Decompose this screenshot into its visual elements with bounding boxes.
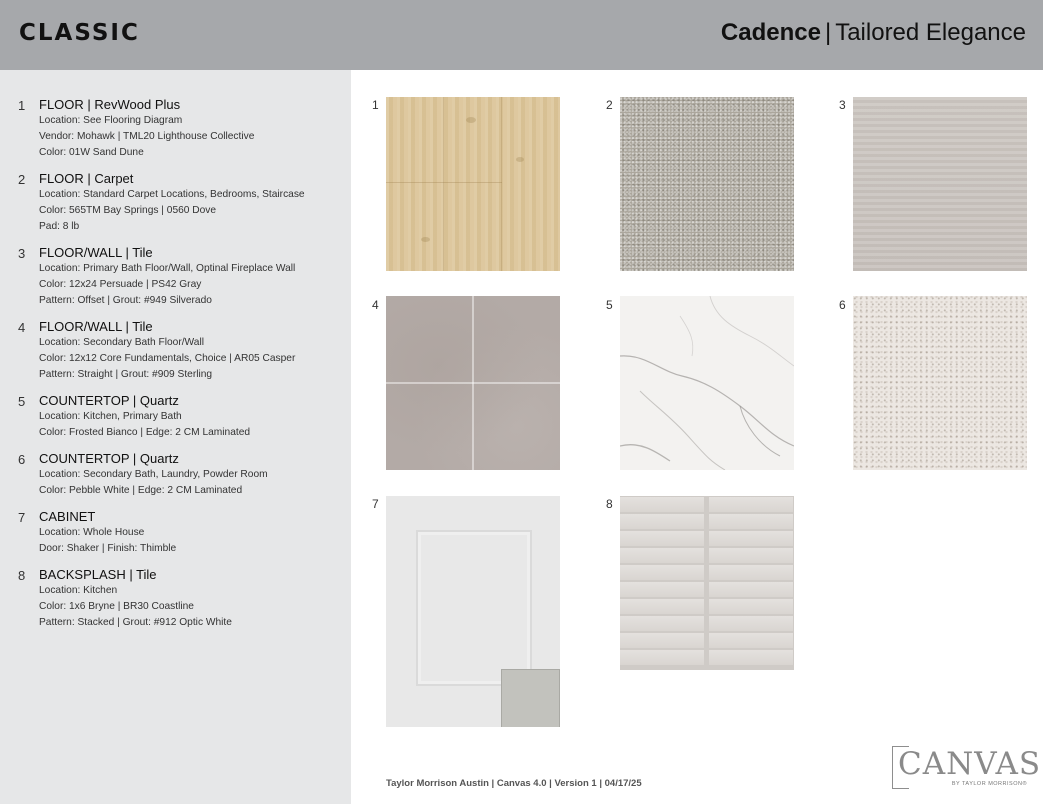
selection-detail: Pad: 8 lb <box>39 221 80 232</box>
selection-detail: Pattern: Straight | Grout: #909 Sterling <box>39 369 213 380</box>
backsplash-tile <box>709 616 793 631</box>
selection-detail: Color: 12x12 Core Fundamentals, Choice | AR05 Casper <box>39 353 296 364</box>
selection-item <box>0 567 351 631</box>
swatch-number: 2 <box>606 98 613 112</box>
plan-name: Cadence <box>720 19 821 46</box>
selection-number: 3 <box>18 246 26 261</box>
wood-knot <box>516 157 524 162</box>
backsplash-tile <box>620 650 704 665</box>
backsplash-tile <box>620 531 704 546</box>
selection-item <box>0 393 351 441</box>
selection-item <box>0 451 351 499</box>
backsplash-tile <box>709 565 793 580</box>
selections-list <box>0 97 351 641</box>
selection-detail: Location: Primary Bath Floor/Wall, Optinal Fireplace Wall <box>39 263 296 274</box>
floor-wall-tile-swatch <box>853 97 1027 271</box>
backsplash-tile <box>620 497 704 512</box>
swatch-number: 7 <box>372 497 379 511</box>
selection-item <box>0 245 351 309</box>
selection-title: FLOOR | Carpet <box>39 171 134 186</box>
selection-detail: Location: Secondary Bath, Laundry, Powder Room <box>39 469 268 480</box>
frosted-bianco-quartz-swatch <box>620 296 794 470</box>
selection-title: COUNTERTOP | Quartz <box>39 451 179 466</box>
carpet-swatch <box>620 97 794 271</box>
selection-number: 4 <box>18 320 26 335</box>
selection-detail: Color: 01W Sand Dune <box>39 147 144 158</box>
selection-detail: Location: Standard Carpet Locations, Bedrooms, Staircase <box>39 189 305 200</box>
backsplash-tile <box>620 548 704 563</box>
swatch-number: 3 <box>839 98 846 112</box>
finish-chip <box>501 669 560 727</box>
plan-title <box>721 19 1026 47</box>
selection-title: FLOOR/WALL | Tile <box>39 245 153 260</box>
backsplash-tile <box>709 582 793 597</box>
selection-number: 2 <box>18 172 26 187</box>
selection-number: 1 <box>18 98 26 113</box>
backsplash-tile <box>620 599 704 614</box>
swatch-number: 4 <box>372 298 379 312</box>
wood-knot <box>466 117 476 123</box>
backsplash-swatch <box>620 496 794 670</box>
selection-title: BACKSPLASH | Tile <box>39 567 157 582</box>
selection-title: CABINET <box>39 509 96 524</box>
backsplash-tile <box>709 497 793 512</box>
backsplash-tile <box>709 514 793 529</box>
stone-tile-swatch <box>386 296 560 470</box>
marble-veins <box>620 296 794 470</box>
collection-title: CLASSIC <box>19 20 140 46</box>
selection-detail: Location: Kitchen, Primary Bath <box>39 411 182 422</box>
selection-detail: Color: Frosted Bianco | Edge: 2 CM Laminated <box>39 427 251 438</box>
selection-detail: Vendor: Mohawk | TML20 Lighthouse Collective <box>39 131 255 142</box>
backsplash-tile <box>620 582 704 597</box>
selection-detail: Color: 1x6 Bryne | BR30 Coastline <box>39 601 194 612</box>
wood-knot <box>421 237 430 242</box>
selection-detail: Door: Shaker | Finish: Thimble <box>39 543 177 554</box>
swatch-number: 6 <box>839 298 846 312</box>
selection-number: 8 <box>18 568 26 583</box>
backsplash-tile <box>620 633 704 648</box>
selection-number: 7 <box>18 510 26 525</box>
backsplash-tile <box>620 565 704 580</box>
selection-detail: Color: Pebble White | Edge: 2 CM Laminated <box>39 485 243 496</box>
selection-item <box>0 509 351 557</box>
backsplash-tile <box>620 616 704 631</box>
selection-title: FLOOR/WALL | Tile <box>39 319 153 334</box>
swatch-number: 1 <box>372 98 379 112</box>
backsplash-tile <box>709 548 793 563</box>
selection-detail: Color: 565TM Bay Springs | 0560 Dove <box>39 205 217 216</box>
swatch-number: 5 <box>606 298 613 312</box>
selection-item <box>0 97 351 161</box>
selection-detail: Pattern: Stacked | Grout: #912 Optic White <box>39 617 232 628</box>
selection-title: COUNTERTOP | Quartz <box>39 393 179 408</box>
selection-detail: Location: See Flooring Diagram <box>39 115 183 126</box>
selection-detail: Color: 12x24 Persuade | PS42 Gray <box>39 279 202 290</box>
backsplash-tile <box>620 514 704 529</box>
selection-title: FLOOR | RevWood Plus <box>39 97 181 112</box>
header-bar <box>0 0 1043 70</box>
plank-seam <box>386 182 444 183</box>
selection-detail: Location: Whole House <box>39 527 145 538</box>
logo-wordmark: CANVAS <box>898 746 1042 782</box>
cabinet-door-swatch <box>386 496 560 727</box>
plan-subtitle: Tailored Elegance <box>835 19 1026 46</box>
title-separator: | <box>824 19 832 46</box>
selection-number: 5 <box>18 394 26 409</box>
selection-item <box>0 171 351 235</box>
canvas-logo <box>892 746 1042 788</box>
selection-detail: Location: Kitchen <box>39 585 118 596</box>
shaker-door-panel <box>416 530 532 686</box>
wood-floor-swatch <box>386 97 560 271</box>
selections-sidebar <box>0 70 351 804</box>
footer-version-text: Taylor Morrison Austin | Canvas 4.0 | Version 1 | 04/17/25 <box>386 778 642 789</box>
plank-seam <box>444 182 502 183</box>
selection-detail: Location: Secondary Bath Floor/Wall <box>39 337 204 348</box>
selection-number: 6 <box>18 452 26 467</box>
pebble-white-quartz-swatch <box>853 296 1027 470</box>
backsplash-tile <box>709 531 793 546</box>
selection-detail: Pattern: Offset | Grout: #949 Silverado <box>39 295 212 306</box>
logo-byline: BY TAYLOR MORRISON® <box>951 781 1027 787</box>
backsplash-tile <box>709 650 793 665</box>
selection-item <box>0 319 351 383</box>
backsplash-tile <box>709 633 793 648</box>
backsplash-tile <box>709 599 793 614</box>
swatch-number: 8 <box>606 497 613 511</box>
